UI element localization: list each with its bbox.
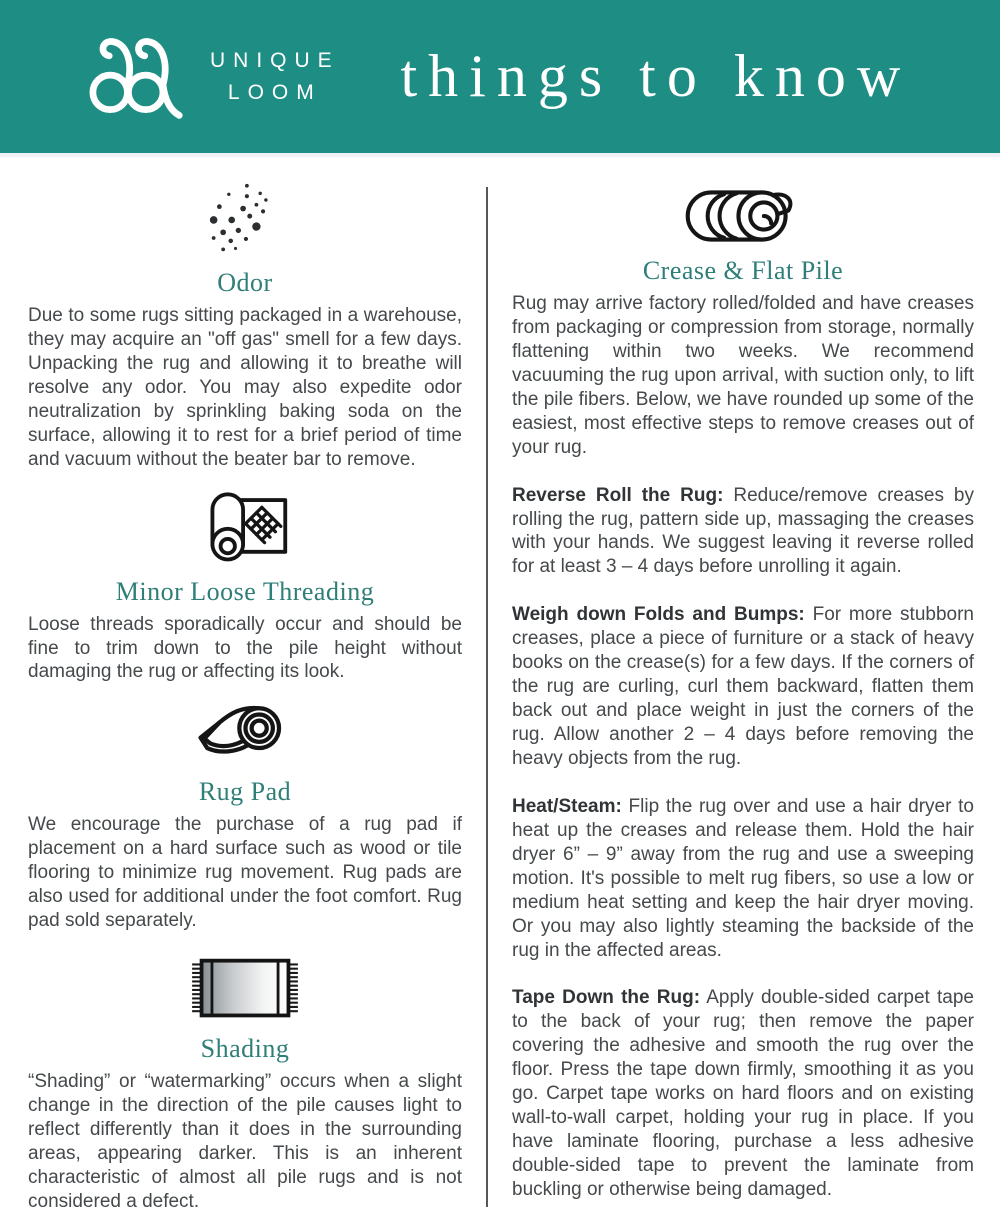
content-area — [0, 153, 1000, 1215]
tip-label: Weigh down Folds and Bumps: — [512, 604, 805, 626]
rug-pad-roll-icon — [193, 696, 297, 766]
tip-label: Heat/Steam: — [512, 795, 622, 817]
section-body: Due to some rugs sitting packaged in a warehouse, they may acquire an "off gas" smell for a few days. Unpacking the rug and allowing it to breathe will resolve any odor. You may also expedite odor neutralization by sprinkling baking soda on the surface, allowing it to rest for a brief period of time and vacuum without the beater bar to remove. — [28, 305, 462, 470]
rolled-rug-side-icon — [684, 187, 802, 245]
tip-label: Tape Down the Rug: — [512, 987, 701, 1009]
tip-text: Flip the rug over and use a hair dryer to heat up the creases and release them. Hold the hair dryer 6” – 9” away from the rug and use a sweeping motion. It's possible to melt rug fibers, so use a low or medium heat setting and keep the hair dryer moving. Or you may also lightly steaming the backside of the rug in the affected areas. — [512, 795, 974, 961]
section-title: Minor Loose Threading — [115, 576, 375, 606]
flat-rug-shading-icon — [190, 955, 300, 1023]
section-title: Crease & Flat Pile — [642, 256, 844, 285]
section-threading — [28, 484, 462, 685]
column-divider — [486, 187, 488, 1207]
left-column — [28, 171, 462, 1215]
tip-heat-steam — [512, 795, 974, 963]
section-title: Rug Pad — [198, 777, 292, 807]
brand-name — [210, 45, 340, 108]
section-body: “Shading” or “watermarking” occurs when a slight change in the direction of the pile causes light to reflect differently than it does in the surrounding areas, appearing darker. This is an inherent characteristic of almost all pile rugs and is not considered a defect. — [28, 1071, 462, 1212]
section-body: Loose threads sporadically occur and should be fine to trim down to the pile height without damaging the rug or affecting its look. — [28, 613, 462, 683]
tip-tape-down — [512, 986, 974, 1201]
brand-line2: LOOM — [227, 80, 322, 104]
section-body: We encourage the purchase of a rug pad if placement on a hard surface such as wood or tile flooring to minimize rug movement. Rug pads are also used for additional under the foot comfort. Rug pad sold separately. — [28, 814, 462, 932]
tip-text: Apply double-sided carpet tape to the back of your rug; then remove the paper covering the adhesive and smooth the rug over the floor. Press the tape down firmly, smoothing it as you go. Carpet tape works on hard floors and on existing wall-to-wall carpet, holding your rug in place. If you have laminate flooring, purchase a less adhesive double-sided tape to prevent the laminate from buckling or otherwise being damaged. — [512, 987, 974, 1200]
unrolling-rug-icon — [199, 484, 291, 566]
tip-text: For more stubborn creases, place a piece of furniture or a stack of heavy books on the crease(s) for a few days. If the corners of the rug are curling, curl them backward, flatten them back out and place weight in just the corners of the rug. Allow another 2 – 4 days before removing the heavy objects from the rug. — [512, 604, 974, 769]
tip-label: Reverse Roll the Rug: — [512, 484, 724, 506]
brand-line1: UNIQUE — [210, 49, 340, 72]
tip-reverse-roll — [512, 484, 974, 580]
section-title: Shading — [200, 1034, 290, 1064]
crease-intro: Rug may arrive factory rolled/folded and have creases from packaging or compression from storage, normally flattening within two weeks. We recommend vacuuming the rug upon arrival, with suction only, to lift the pile fibers. Below, we have rounded up some of the easiest, most effective steps to remove creases out of your rug. — [512, 293, 974, 458]
page-title: things to know — [400, 43, 912, 109]
section-odor — [28, 181, 462, 472]
section-title: Odor — [217, 268, 273, 297]
section-shading — [28, 955, 462, 1214]
right-column — [512, 171, 974, 1215]
odor-dots-icon — [202, 181, 288, 257]
tip-text: Reduce/remove creases by rolling the rug, pattern side up, massaging the creases with your hands. We suggest leaving it reverse rolled for at least 3 – 4 days before unrolling it again. — [512, 484, 974, 578]
tip-weigh-down — [512, 603, 974, 771]
header-banner — [0, 0, 1000, 153]
unique-loom-logo-icon — [82, 29, 194, 125]
section-rug-pad — [28, 696, 462, 933]
